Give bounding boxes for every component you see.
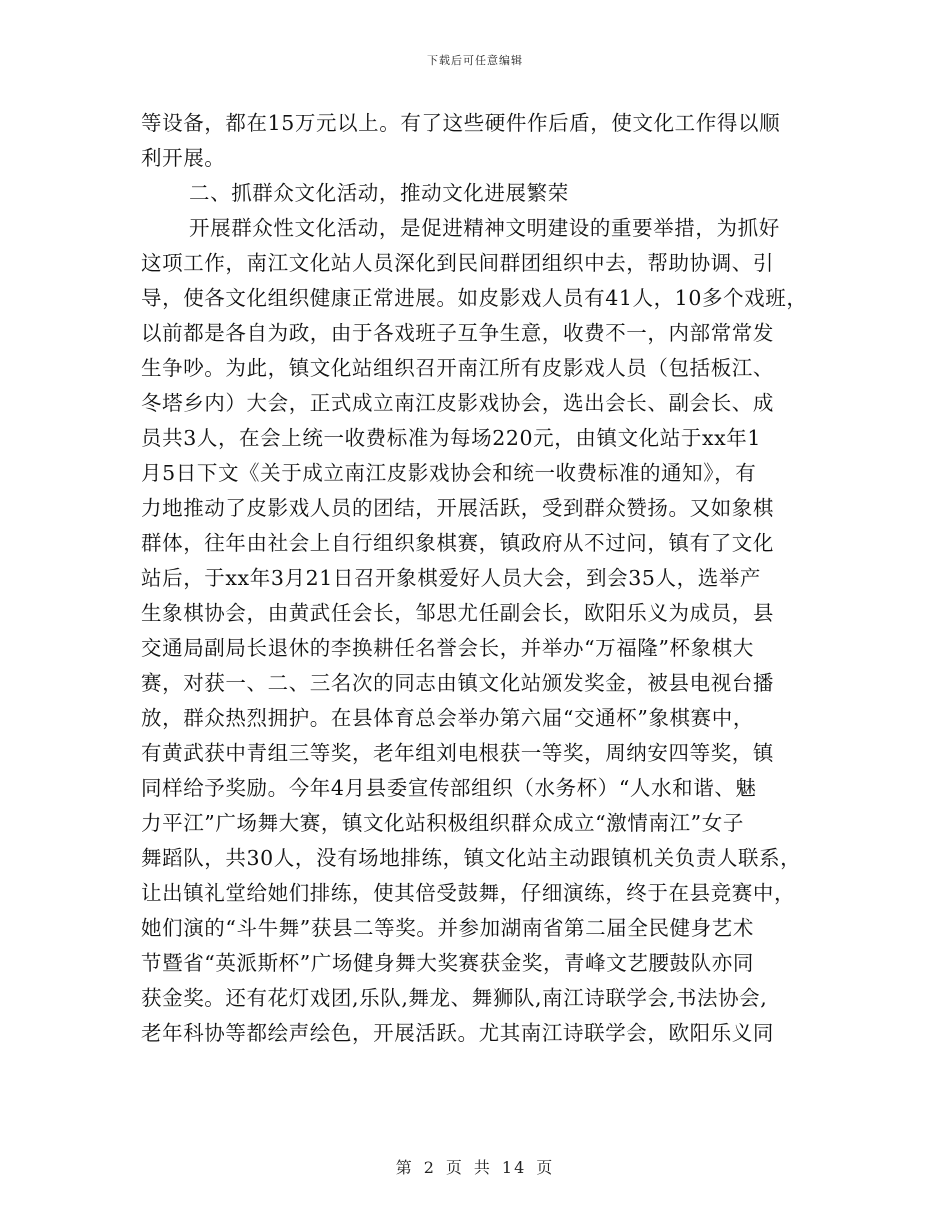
text-line: 力平江”广场舞大赛，镇文化站积极组织群众成立“激情南江”女子 bbox=[141, 811, 744, 835]
page-label-prefix: 第 bbox=[395, 1158, 414, 1177]
text-line: 导，使各文化组织健康正常进展。如皮影戏人员有41人，10多个戏班， bbox=[141, 286, 808, 310]
text-line: 舞蹈队，共30人，没有场地排练，镇文化站主动跟镇机关负责人联系， bbox=[141, 846, 802, 870]
text-line: 生争吵。为此，镇文化站组织召开南江所有皮影戏人员（包括板江、 bbox=[141, 356, 774, 380]
text-line: 开展群众性文化活动，是促进精神文明建设的重要举措，为抓好 bbox=[189, 216, 780, 240]
text-line: 群体，往年由社会上自行组织象棋赛，镇政府从不过问，镇有了文化 bbox=[141, 531, 774, 555]
text-line: 老年科协等都绘声绘色，开展活跃。尤其南江诗联学会，欧阳乐义同 bbox=[141, 1021, 774, 1045]
text-line: 这项工作，南江文化站人员深化到民间群团组织中去，帮助协调、引 bbox=[141, 251, 774, 275]
text-line: 月5日下文《关于成立南江皮影戏协会和统一收费标准的通知》，有 bbox=[141, 461, 757, 485]
text-line: 站后，于xx年3月21日召开象棋爱好人员大会，到会35人，选举产 bbox=[141, 566, 762, 590]
section-heading: 二、抓群众文化活动，推动文化进展繁荣 bbox=[189, 181, 569, 205]
text-line: 获金奖。还有花灯戏团,乐队,舞龙、舞狮队,南江诗联学会,书法协会, bbox=[141, 986, 768, 1010]
text-line: 让出镇礼堂给她们排练，使其倍受鼓舞，仔细演练，终于在县竞赛中， bbox=[141, 881, 796, 905]
page-footer bbox=[0, 1155, 950, 1178]
text-line: 生象棋协会，由黄武任会长，邹思尤任副会长，欧阳乐义为成员，县 bbox=[141, 601, 774, 625]
text-line: 力地推动了皮影戏人员的团结，开展活跃，受到群众赞扬。又如象棋 bbox=[141, 496, 774, 520]
text-line: 冬塔乡内）大会，正式成立南江皮影戏协会，选出会长、副会长、成 bbox=[141, 391, 774, 415]
text-line: 等设备，都在15万元以上。有了这些硬件作后盾，使文化工作得以顺 bbox=[141, 111, 781, 135]
text-line: 同样给予奖励。今年4月县委宣传部组织（水务杯）“人水和谐、魅 bbox=[141, 776, 757, 800]
text-line: 她们演的“斗牛舞”获县二等奖。并参加湖南省第二届全民健身艺术 bbox=[141, 916, 754, 940]
text-line: 交通局副局长退休的李换耕任名誉会长，并举办“万福隆”杯象棋大 bbox=[141, 636, 754, 660]
text-line: 赛，对获一、二、三名次的同志由镇文化站颁发奖金，被县电视台播 bbox=[141, 671, 774, 695]
page-label-suffix: 页 bbox=[536, 1158, 555, 1177]
page-number-total: 14 bbox=[501, 1158, 527, 1177]
page-number-current: 2 bbox=[423, 1158, 436, 1177]
text-line: 有黄武获中青组三等奖，老年组刘电根获一等奖，周纳安四等奖，镇 bbox=[141, 741, 774, 765]
page-header: 下载后可任意编辑 bbox=[427, 54, 523, 67]
text-line: 放，群众热烈拥护。在县体育总会举办第六届“交通杯”象棋赛中， bbox=[141, 706, 754, 730]
text-line: 节暨省“英派斯杯”广场健身舞大奖赛获金奖，青峰文艺腰鼓队亦同 bbox=[141, 951, 754, 975]
text-line: 利开展。 bbox=[141, 146, 226, 170]
page-label-mid: 页 bbox=[445, 1158, 464, 1177]
page-label-total-prefix: 共 bbox=[473, 1158, 492, 1177]
text-line: 员共3人，在会上统一收费标准为每场220元，由镇文化站于xx年1 bbox=[141, 426, 762, 450]
text-line: 以前都是各自为政，由于各戏班子互争生意，收费不一，内部常常发 bbox=[141, 321, 774, 345]
